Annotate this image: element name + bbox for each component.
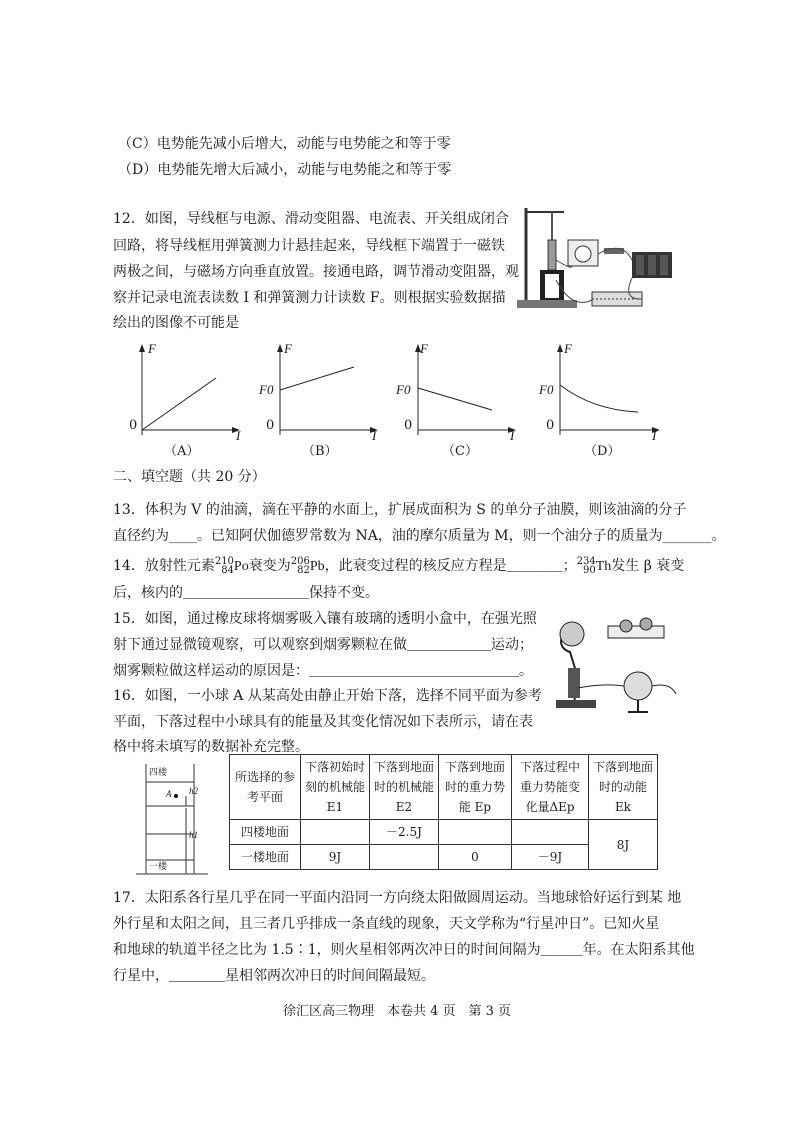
po-mass: 210 (214, 556, 234, 567)
ball-a-label: A (166, 789, 172, 799)
graph-d-xlabel: I (652, 428, 657, 443)
row2-ep: 0 (439, 845, 512, 870)
graph-c-xlabel: I (510, 428, 515, 443)
q16-line3: 格中将未填写的数据补充完整。 (113, 739, 309, 755)
graph-d-curve (560, 385, 638, 412)
graph-d-origin: 0 (546, 418, 555, 433)
graph-c-line (418, 388, 492, 410)
q12-line4: 察并记录电流表读数 I 和弹簧测力计读数 F。则根据实验数据描 (113, 290, 506, 306)
header-ref-plane: 所选择的参考平面 (230, 755, 301, 820)
apparatus-illustration (512, 200, 682, 330)
microscope-illustration (548, 608, 680, 720)
graph-a-ylabel: F (148, 341, 156, 356)
option-c: （C）电势能先减小后增大，动能与电势能之和等于零 (118, 136, 451, 152)
q14-text-c: 发生 β 衰变 (611, 558, 685, 574)
q14-text-b: ，此衰变过程的核反应方程是＿＿＿＿； (324, 558, 577, 574)
graph-c-label: （C） (442, 444, 478, 459)
section-2-heading: 二、填空题（共 20 分） (113, 469, 266, 485)
graph-a (120, 340, 240, 440)
q17-line2: 外行星和太阳之间，且三者几乎排成一条直线的现象，天文学称为“行星冲日”。已知火星 (113, 916, 660, 932)
header-e1: 下落初始时刻的机械能 E1 (301, 755, 370, 820)
header-delta-ep: 下落过程中重力势能变化量ΔEp (512, 755, 589, 820)
row2-e1: 9J (301, 845, 370, 870)
q13-line2: 直径约为____。已知阿伏伽德罗常数为 NA，油的摩尔质量为 M，则一个油分子的质量为_______。 (113, 528, 726, 544)
pb-mass: 206 (290, 556, 310, 567)
q15-line2: 射下通过显微镜观察，可以观察到烟雾颗粒在做＿＿＿＿＿＿运动； (113, 637, 533, 653)
graph-d-ylabel: F (564, 341, 572, 356)
row1-e2: －2.5J (370, 820, 439, 845)
q12-line5: 绘出的图像不可能是 (113, 315, 239, 331)
q15-line3: 烟雾颗粒做这样运动的原因是：＿＿＿＿＿＿＿＿＿＿＿＿＿＿＿。 (113, 663, 533, 679)
pb-symbol: Pb (309, 559, 325, 574)
th-mass: 234 (576, 556, 596, 567)
header-ek: 下落到地面时的动能 Ek (589, 755, 658, 820)
row1-ep (439, 820, 512, 845)
graph-c-ylabel: F (420, 341, 428, 356)
graph-d-f0: F0 (539, 382, 554, 397)
header-ep: 下落到地面时的重力势能 Ep (439, 755, 512, 820)
q13-line1: 13．体积为 V 的油滴，滴在平静的水面上，扩展成面积为 S 的单分子油膜，则该油滴的分子 (113, 502, 687, 518)
q12-line1: 12．如图，导线框与电源、滑动变阻器、电流表、开关组成闭合 (113, 211, 509, 227)
graph-c (396, 340, 516, 440)
page-footer: 徐汇区高三物理 本卷共 4 页 第 3 页 (282, 1004, 512, 1019)
graph-d (538, 340, 660, 440)
q17-line1: 17．太阳系各行星几乎在同一平面内沿同一方向绕太阳做圆周运动。当地球恰好运行到某 地 (113, 890, 682, 906)
po-number: 84 (221, 565, 234, 576)
q12-line2: 回路，将导线框用弹簧测力计悬挂起来，导线框下端置于一磁铁 (113, 238, 505, 254)
graph-a-line (142, 378, 216, 430)
graph-a-label: （A） (164, 444, 200, 459)
th-symbol: Th (595, 559, 612, 574)
option-d: （D）电势能先增大后减小，动能与电势能之和等于零 (118, 162, 452, 178)
graph-b-xlabel: I (372, 428, 377, 443)
q16-line2: 平面，下落过程中小球具有的能量及其变化情况如下表所示，请在表 (113, 714, 533, 730)
pb-number: 82 (297, 565, 310, 576)
graph-d-label: （D） (584, 444, 621, 459)
graph-b-ylabel: F (284, 341, 292, 356)
q12-line3: 两极之间，与磁场方向垂直放置。接通电路，调节滑动变阻器，观 (113, 264, 519, 280)
row1-e1 (301, 820, 370, 845)
po-symbol: Po (233, 559, 249, 574)
th-number: 90 (582, 565, 596, 576)
header-e2: 下落到地面时的机械能 E2 (370, 755, 439, 820)
q17-line4: 行星中，＿＿＿＿星相邻两次冲日的时间间隔最短。 (113, 968, 435, 984)
graph-b-f0: F0 (259, 382, 274, 397)
graph-b-label: （B） (302, 444, 338, 459)
row2-e2 (370, 845, 439, 870)
q14-line2: 后，核内的＿＿＿＿＿＿＿＿＿保持不变。 (113, 585, 379, 601)
q14-mid: 衰变为 (248, 558, 291, 574)
building-top-label: 四楼 (149, 768, 168, 778)
ek-merged: 8J (589, 820, 658, 870)
row1-delta-ep (512, 820, 589, 845)
row1-plane: 四楼地面 (230, 820, 301, 845)
graph-b-line (280, 367, 354, 390)
building-diagram (136, 760, 212, 878)
q15-line1: 15．如图，通过橡皮球将烟雾吸入镶有玻璃的透明小盒中，在强光照 (113, 611, 537, 627)
h1-label: h1 (189, 830, 198, 840)
table-row (230, 820, 658, 845)
q17-line3: 和地球的轨道半径之比为 1.5∶1，则火星相邻两次冲日的时间间隔为＿＿＿年。在太阳系其他 (113, 942, 695, 958)
energy-table (229, 754, 658, 870)
q16-line1: 16．如图，一小球 A 从某高处由静止开始下落，选择不同平面为参考 (113, 688, 542, 704)
graph-a-xlabel: I (236, 428, 241, 443)
q14-line1 (113, 556, 684, 577)
graph-b-origin: 0 (266, 418, 275, 433)
graph-c-origin: 0 (404, 418, 413, 433)
building-bottom-label: 一楼 (149, 862, 168, 872)
graph-c-f0: F0 (396, 382, 411, 397)
row2-plane: 一楼地面 (230, 845, 301, 870)
graph-b (258, 340, 378, 440)
graph-a-origin: 0 (129, 418, 138, 433)
h2-label: h2 (189, 786, 198, 796)
q14-text-a: 14．放射性元素 (113, 558, 215, 574)
row2-delta-ep: －9J (512, 845, 589, 870)
